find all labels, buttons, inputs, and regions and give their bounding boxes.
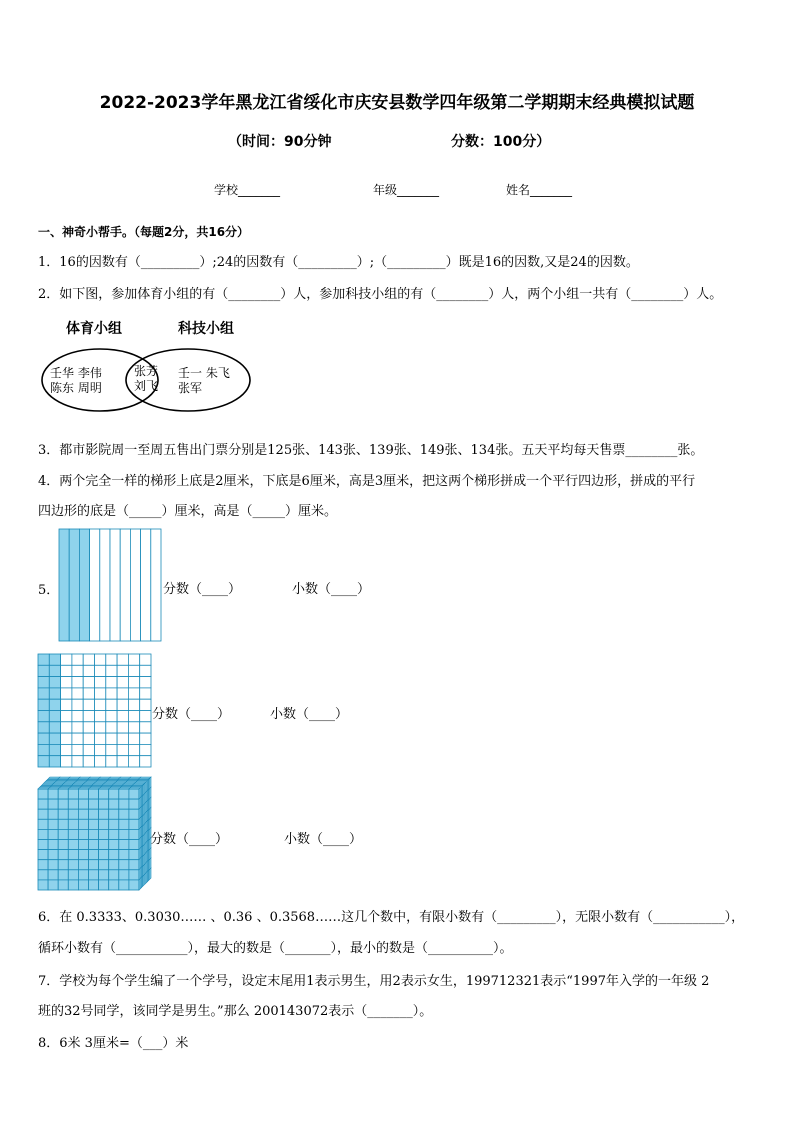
cube-top-cell	[130, 777, 141, 778]
cube-front-cell	[129, 850, 139, 860]
cube-top-cell	[109, 777, 120, 778]
cube-front-cell	[109, 829, 119, 839]
hundred-grid-cell	[38, 654, 49, 665]
hundred-grid-cell	[83, 756, 94, 767]
cube-front-cell	[119, 819, 129, 829]
cube-front-cell	[48, 809, 58, 819]
cube-front-cell	[58, 860, 68, 870]
hundred-grid-cell	[72, 722, 83, 733]
cube-front-cell	[89, 840, 99, 850]
cube-front-cell	[38, 799, 48, 809]
hundred-grid-cell	[117, 744, 128, 755]
hundred-grid-cell	[61, 677, 72, 688]
cube-front-cell	[129, 870, 139, 880]
cube-front-cell	[48, 819, 58, 829]
hundred-grid-cell	[95, 654, 106, 665]
strip-column	[79, 529, 89, 641]
venn-left-names	[50, 366, 102, 396]
hundred-grid-cell	[106, 665, 117, 676]
hundred-grid-cell	[83, 711, 94, 722]
cube-front-cell	[99, 880, 109, 890]
cube-front-cell	[99, 860, 109, 870]
cube-front-cell	[129, 819, 139, 829]
hundred-grid-cell	[49, 744, 60, 755]
fraction-blank-1: 分数（____）	[163, 582, 242, 597]
hundred-grid-cell	[128, 733, 139, 744]
cube-front-cell	[58, 829, 68, 839]
hundred-grid-cell	[72, 699, 83, 710]
hundred-grid-cell	[38, 733, 49, 744]
hundred-grid-cell	[83, 699, 94, 710]
venn-right-title: 科技小组	[178, 321, 234, 337]
hundred-grid-cell	[95, 722, 106, 733]
venn-middle-names	[134, 364, 158, 394]
name-field: 姓名_______	[506, 183, 573, 197]
question-8: 8．6米 3厘米=（___）米	[38, 1036, 189, 1051]
cube-top-cell	[59, 777, 70, 778]
cube-front-cell	[48, 870, 58, 880]
hundred-grid-cell	[140, 722, 151, 733]
hundred-grid-cell	[106, 733, 117, 744]
question-1: 1．16的因数有（_________）;24的因数有（_________）;（_________）既是16的因数,又是24的因数。	[38, 255, 639, 270]
cube-front-cell	[119, 789, 129, 799]
cube-side-cell	[150, 787, 151, 798]
cube-top-cell	[99, 777, 110, 778]
venn-middle-name-row: 张芳	[134, 364, 159, 378]
hundred-grid-cell	[38, 722, 49, 733]
hundred-grid-cell	[49, 654, 60, 665]
cube-front-cell	[99, 809, 109, 819]
cube-front-cell	[89, 880, 99, 890]
hundred-grid-cell	[72, 665, 83, 676]
page-title: 2022-2023学年黑龙江省绥化市庆安县数学四年级第二学期期末经典模拟试题	[99, 93, 695, 113]
hundred-grid-cell	[140, 711, 151, 722]
venn-diagram	[38, 318, 258, 418]
cube-front-cell	[58, 819, 68, 829]
hundred-grid-cell	[95, 677, 106, 688]
cube-front-cell	[68, 799, 78, 809]
hundred-grid-cell	[83, 654, 94, 665]
decimal-blank-3: 小数（____）	[284, 832, 363, 847]
cube-side-cell	[150, 777, 151, 788]
cube-front-cell	[78, 880, 88, 890]
cube-front-cell	[119, 860, 129, 870]
hundred-grid-cell	[95, 699, 106, 710]
hundred-grid-cell	[38, 677, 49, 688]
strip-column	[90, 529, 100, 641]
cube-front-cell	[58, 840, 68, 850]
cube-front-cell	[89, 819, 99, 829]
hundred-grid-cell	[83, 677, 94, 688]
fraction-blank-3: 分数（____）	[150, 832, 229, 847]
question-4-line1: 4．两个完全一样的梯形上底是2厘米，下底是6厘米，高是3厘米，把这两个梯形拼成一个平行四边形，拼成的平行	[38, 474, 696, 489]
hundred-grid-cell	[106, 654, 117, 665]
cube-front-cell	[38, 819, 48, 829]
hundred-grid-cell	[106, 677, 117, 688]
cube-front-cell	[68, 829, 78, 839]
cube-front-cell	[119, 840, 129, 850]
hundred-grid-cell	[83, 688, 94, 699]
question-3: 3．都市影院周一至周五售出门票分别是125张、143张、139张、149张、134张。五天平均每天售票________张。	[38, 443, 704, 458]
cube-front-cell	[48, 860, 58, 870]
cube-top-cell	[49, 777, 60, 778]
venn-left-title: 体育小组	[66, 321, 122, 337]
hundred-grid-cell	[61, 756, 72, 767]
strip-column	[59, 529, 69, 641]
strip-column	[130, 529, 140, 641]
cube-front-cell	[109, 809, 119, 819]
cube-front-cell	[119, 850, 129, 860]
hundred-grid-cell	[117, 677, 128, 688]
hundred-grid-cell	[95, 756, 106, 767]
cube-front-cell	[38, 840, 48, 850]
hundred-grid-cell	[38, 688, 49, 699]
hundred-grid-cell	[117, 733, 128, 744]
hundred-grid-cell	[106, 722, 117, 733]
strip-column	[120, 529, 130, 641]
cube-front-cell	[48, 880, 58, 890]
cube-front-cell	[89, 829, 99, 839]
venn-left-name-row: 壬华 李伟	[50, 366, 102, 380]
hundred-grid-cell	[83, 722, 94, 733]
score-label: 分数：100分）	[451, 134, 551, 150]
hundred-grid-cell	[140, 654, 151, 665]
cube-front-cell	[109, 860, 119, 870]
hundred-grid-cell	[72, 744, 83, 755]
cube-front-cell	[68, 809, 78, 819]
cube-front-cell	[68, 840, 78, 850]
hundred-grid-cell	[61, 711, 72, 722]
cube-front-cell	[38, 809, 48, 819]
cube-front-cell	[89, 860, 99, 870]
cube-front-cell	[109, 799, 119, 809]
hundred-grid-cell	[61, 722, 72, 733]
venn-right-name-row: 壬一 朱飞	[178, 366, 230, 380]
hundred-grid-cell	[140, 699, 151, 710]
cube-top-cell	[140, 777, 151, 778]
hundred-grid-cell	[49, 665, 60, 676]
cube-front-cell	[129, 829, 139, 839]
venn-left-name-row: 陈东 周明	[50, 381, 102, 395]
cube-front-cell	[119, 829, 129, 839]
cube-front-cell	[68, 860, 78, 870]
hundred-grid-cell	[49, 756, 60, 767]
hundred-grid-cell	[61, 744, 72, 755]
section-heading: 一、神奇小帮手。（每题2分，共16分）	[38, 225, 250, 239]
school-field: 学校_______	[214, 183, 281, 197]
cube-front-cell	[48, 799, 58, 809]
strip-column	[141, 529, 151, 641]
hundred-grid-cell	[128, 744, 139, 755]
cube-top-cell	[79, 777, 90, 778]
cube-front-cell	[48, 850, 58, 860]
question-5-number: 5．	[38, 583, 60, 598]
cube-front-cell	[109, 850, 119, 860]
cube-front-cell	[99, 850, 109, 860]
hundred-grid-cell	[38, 711, 49, 722]
cube-front-cell	[68, 789, 78, 799]
question-4-line2: 四边形的底是（_____）厘米，高是（_____）厘米。	[38, 504, 338, 519]
hundred-grid-cell	[117, 688, 128, 699]
question-6-line2: 循环小数有（___________），最大的数是（_______），最小的数是（__________）。	[38, 941, 513, 956]
cube-front-cell	[119, 799, 129, 809]
hundred-grid-cell	[72, 654, 83, 665]
hundred-grid-cell	[117, 654, 128, 665]
cube-front-cell	[78, 829, 88, 839]
cube-front-cell	[38, 850, 48, 860]
decimal-blank-1: 小数（____）	[292, 582, 371, 597]
cube-front-cell	[78, 809, 88, 819]
cube-front-cell	[78, 840, 88, 850]
hundred-grid-cell	[117, 722, 128, 733]
time-label: （时间：90分钟	[228, 134, 332, 150]
cube-front-cell	[78, 870, 88, 880]
hundred-grid-cell	[61, 733, 72, 744]
cube-front-cell	[38, 860, 48, 870]
cube-front-cell	[99, 840, 109, 850]
hundred-grid-cell	[117, 699, 128, 710]
hundred-grid-cell	[61, 699, 72, 710]
hundred-grid-cell	[140, 756, 151, 767]
cube-front-cell	[78, 819, 88, 829]
hundred-grid-cell	[49, 677, 60, 688]
cube-front-cell	[68, 819, 78, 829]
cube-front-cell	[58, 799, 68, 809]
grid-strip-diagram	[58, 528, 164, 642]
cube-front-cell	[109, 870, 119, 880]
hundred-grid-cell	[140, 688, 151, 699]
hundred-grid-cell	[72, 688, 83, 699]
strip-column	[69, 529, 79, 641]
cube-side-cell	[150, 848, 151, 859]
hundred-grid-cell	[128, 722, 139, 733]
cube-front-cell	[89, 870, 99, 880]
hundred-grid-cell	[140, 665, 151, 676]
hundred-grid-cell	[95, 665, 106, 676]
cube-front-cell	[48, 840, 58, 850]
cube-front-cell	[109, 880, 119, 890]
cube-front-cell	[38, 829, 48, 839]
cube-front-cell	[119, 880, 129, 890]
strip-column	[151, 529, 161, 641]
hundred-grid-cell	[140, 677, 151, 688]
cube-side-cell	[150, 807, 151, 818]
venn-right-name-row: 张军	[178, 381, 203, 395]
hundred-grid-cell	[38, 665, 49, 676]
venn-middle-name-row: 刘飞	[134, 379, 159, 393]
hundred-grid-cell	[128, 665, 139, 676]
hundred-grid-cell	[117, 756, 128, 767]
cube-front-cell	[109, 819, 119, 829]
cube-front-cell	[38, 870, 48, 880]
hundred-grid-cell	[106, 699, 117, 710]
hundred-grid-cell	[128, 699, 139, 710]
cube-front-cell	[89, 850, 99, 860]
hundred-grid-cell	[128, 711, 139, 722]
question-2: 2．如下图，参加体育小组的有（________）人，参加科技小组的有（________）人，两个小组一共有（________）人。	[38, 287, 723, 302]
cube-top-cell	[120, 777, 131, 778]
cube-front-cell	[129, 799, 139, 809]
cube-front-cell	[48, 789, 58, 799]
cube-front-cell	[78, 860, 88, 870]
hundred-grid-cell	[83, 665, 94, 676]
cube-front-cell	[129, 860, 139, 870]
hundred-grid-cell	[49, 722, 60, 733]
hundred-grid-cell	[106, 688, 117, 699]
hundred-grid-cell	[61, 654, 72, 665]
hundred-grid-cell	[49, 688, 60, 699]
cube-front-cell	[58, 870, 68, 880]
venn-right-names	[178, 366, 230, 396]
cube-front-cell	[38, 789, 48, 799]
cube-front-cell	[99, 870, 109, 880]
cube-front-cell	[109, 789, 119, 799]
hundred-grid-cell	[117, 711, 128, 722]
hundred-grid-cell	[128, 654, 139, 665]
hundred-grid-cell	[72, 711, 83, 722]
fraction-blank-2: 分数（____）	[152, 707, 231, 722]
hundred-grid-cell	[106, 711, 117, 722]
cube-front-cell	[38, 880, 48, 890]
cube-front-cell	[129, 840, 139, 850]
hundred-grid-cell	[49, 699, 60, 710]
decimal-blank-2: 小数（____）	[270, 707, 349, 722]
hundred-grid-diagram	[37, 653, 153, 768]
hundred-grid-cell	[95, 733, 106, 744]
cube-front-cell	[99, 799, 109, 809]
hundred-grid-cell	[95, 711, 106, 722]
hundred-grid-cell	[95, 688, 106, 699]
grade-field: 年级_______	[373, 183, 440, 197]
cube-front-cell	[89, 789, 99, 799]
cube-side-cell	[150, 817, 151, 828]
cube-side-cell	[150, 868, 151, 879]
hundred-grid-cell	[61, 665, 72, 676]
cube-side-cell	[150, 797, 151, 808]
hundred-grid-cell	[128, 688, 139, 699]
hundred-grid-cell	[49, 711, 60, 722]
cube-front-cell	[48, 829, 58, 839]
cube-front-cell	[78, 799, 88, 809]
cube-top-cell	[69, 777, 80, 778]
hundred-grid-cell	[140, 733, 151, 744]
cube-front-cell	[68, 850, 78, 860]
hundred-grid-cell	[72, 756, 83, 767]
cube-front-cell	[68, 880, 78, 890]
cube-front-cell	[58, 850, 68, 860]
hundred-grid-cell	[38, 744, 49, 755]
question-6-line1: 6．在 0.3333、0.3030…… 、0.36 、0.3568……这几个数中，有限小数有（_________），无限小数有（___________），	[38, 910, 745, 925]
cube-front-cell	[99, 789, 109, 799]
hundred-grid-cell	[83, 733, 94, 744]
cube-front-cell	[89, 799, 99, 809]
cube-front-cell	[78, 850, 88, 860]
question-7-line2: 班的32号同学，该同学是男生。”那么 200143072表示（_______）。	[38, 1004, 433, 1019]
hundred-grid-cell	[140, 744, 151, 755]
hundred-grid-cell	[128, 677, 139, 688]
cube-front-cell	[58, 809, 68, 819]
hundred-grid-cell	[61, 688, 72, 699]
cube-front-cell	[119, 870, 129, 880]
hundred-grid-cell	[38, 699, 49, 710]
strip-column	[100, 529, 110, 641]
hundred-grid-cell	[49, 733, 60, 744]
cube-front-cell	[129, 789, 139, 799]
hundred-grid-cell	[106, 744, 117, 755]
strip-column	[110, 529, 120, 641]
hundred-grid-cell	[72, 677, 83, 688]
cube-diagram	[37, 776, 153, 891]
hundred-grid-cell	[128, 756, 139, 767]
cube-front-cell	[99, 829, 109, 839]
cube-front-cell	[68, 870, 78, 880]
cube-front-cell	[58, 789, 68, 799]
hundred-grid-cell	[83, 744, 94, 755]
hundred-grid-cell	[72, 733, 83, 744]
hundred-grid-cell	[106, 756, 117, 767]
cube-front-cell	[109, 840, 119, 850]
cube-front-cell	[78, 789, 88, 799]
cube-front-cell	[99, 819, 109, 829]
hundred-grid-cell	[117, 665, 128, 676]
cube-front-cell	[89, 809, 99, 819]
cube-front-cell	[58, 880, 68, 890]
cube-top-cell	[89, 777, 100, 778]
cube-front-cell	[129, 880, 139, 890]
cube-front-cell	[129, 809, 139, 819]
cube-side-cell	[150, 858, 151, 869]
hundred-grid-cell	[95, 744, 106, 755]
question-7-line1: 7．学校为每个学生编了一个学号，设定末尾用1表示男生，用2表示女生，199712321表示“1997年入学的一年级 2	[38, 974, 710, 989]
cube-front-cell	[119, 809, 129, 819]
hundred-grid-cell	[38, 756, 49, 767]
